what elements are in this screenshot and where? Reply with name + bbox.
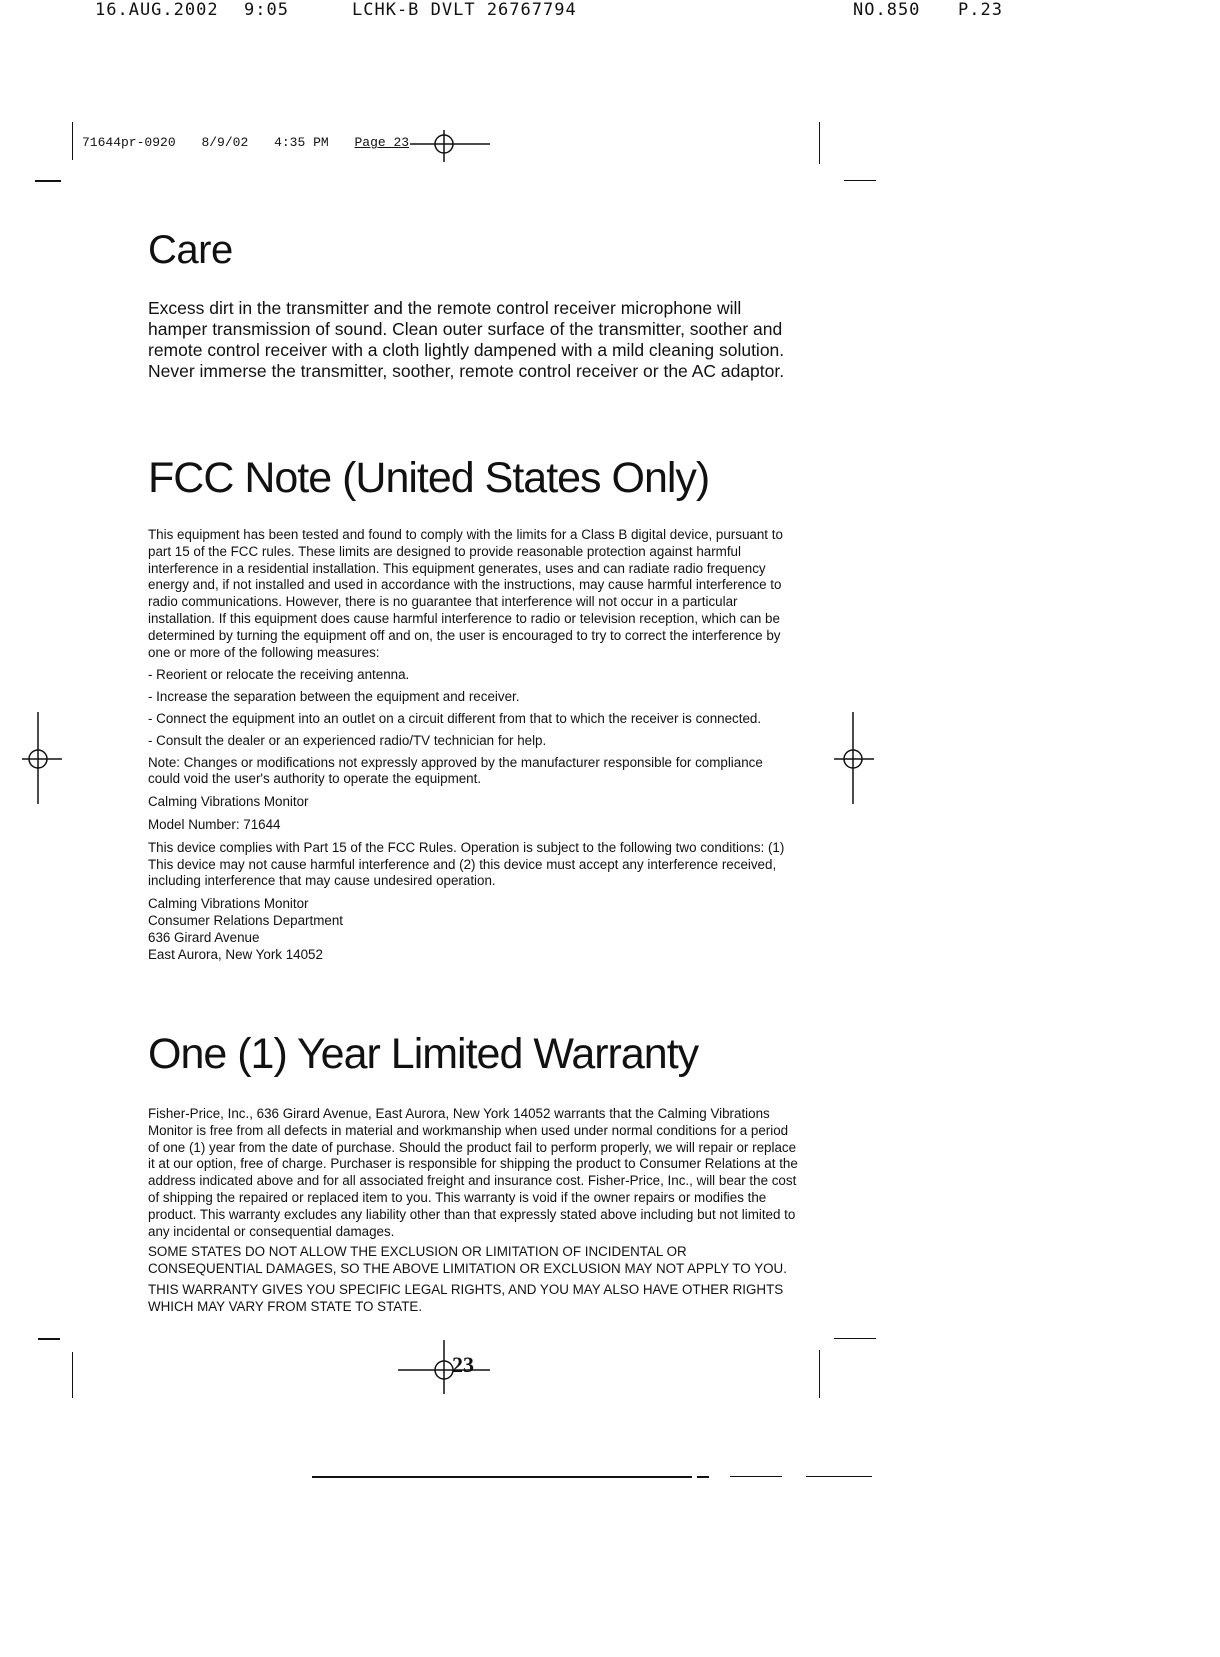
registration-mark-bottom-icon: [398, 1340, 494, 1396]
fax-date: 16.AUG.2002: [95, 0, 219, 20]
warranty-section: [148, 1106, 798, 1320]
slug-date: 8/9/02: [201, 135, 249, 150]
fcc-product-name: Calming Vibrations Monitor: [148, 794, 309, 810]
fax-number: NO.850: [853, 0, 921, 20]
crop-mark-bottom-right-horizontal: [834, 1338, 876, 1339]
crop-mark-top-right-horizontal: [844, 180, 876, 181]
crop-mark-top-left-vertical: [72, 122, 73, 160]
fcc-intro: This equipment has been tested and found to comply with the limits for a Class B digital device, pursuant to part 15 of the FCC rules. These limits are designed to provide reasonable protection against harmful interference in a residential installation. This equipment generates, uses and can radiate radio frequency energy and, if not installed and used in accordance with the instructions, may cause harmful interference to radio communications. However, there is no guarantee that interference will not occur in a particular installation. If this equipment does cause harmful interference to radio or television reception, which can be determined by turning the equipment off and on, the user is encouraged to try to correct the interference by one or more of the following measures:: [148, 527, 783, 660]
crop-mark-top-right-vertical: [819, 122, 820, 164]
warranty-disclaimer: SOME STATES DO NOT ALLOW THE EXCLUSION OR LIMITATION OF INCIDENTAL OR CONSEQUENTIAL DAMAGES, SO THE ABOVE LIMITATION OR EXCLUSION MAY NOT APPLY TO YOU.: [148, 1244, 787, 1277]
bottom-rule: [312, 1476, 692, 1478]
warranty-disclaimer: THIS WARRANTY GIVES YOU SPECIFIC LEGAL RIGHTS, AND YOU MAY ALSO HAVE OTHER RIGHTS WHICH MAY VARY FROM STATE TO STATE.: [148, 1281, 784, 1314]
fcc-measures-list: [148, 667, 798, 749]
fcc-note: Note: Changes or modifications not expressly approved by the manufacturer responsible for compliance could void the user's authority to operate the equipment.: [148, 754, 763, 787]
fax-sender: LCHK-B DVLT 26767794: [352, 0, 577, 20]
registration-mark-left-icon: [18, 712, 64, 808]
crop-mark-top-left-horizontal: [35, 180, 61, 182]
address-line: Calming Vibrations Monitor: [148, 896, 309, 912]
address-line: East Aurora, New York 14052: [148, 946, 323, 962]
warranty-body: Fisher-Price, Inc., 636 Girard Avenue, East Aurora, New York 14052 warrants that the Calming Vibrations Monitor is free from all defects in material and workmanship when used under normal conditions for a period of one (1) year from the date of purchase. Should the product fail to perform properly, we will repair or replace it at our option, free of charge. Purchaser is responsible for shipping the product to Consumer Relations at the address indicated above and for all associated freight and insurance cost. Fisher-Price, Inc., will bear the cost of shipping the repaired or replaced item to you. This warranty is void if the owner repairs or modifies the product. This warranty excludes any liability other than that expressly stated above including but not limited to any incidental or consequential damages.: [148, 1106, 798, 1239]
fcc-address-block: [148, 896, 798, 963]
bottom-rule: [730, 1476, 782, 1477]
fcc-compliance-statement: This device complies with Part 15 of the FCC Rules. Operation is subject to the following two conditions: (1) This device may not cause harmful interference and (2) this device must accept any interference received, including interference that may cause undesired operation.: [148, 839, 785, 889]
fcc-model-number: Model Number: 71644: [148, 816, 281, 832]
address-line: Consumer Relations Department: [148, 912, 343, 928]
fax-time: 9:05: [244, 0, 289, 20]
slug-job: 71644pr-0920: [82, 135, 176, 150]
crop-mark-bottom-left-vertical: [72, 1352, 73, 1398]
care-heading: Care: [148, 228, 233, 272]
fcc-heading: FCC Note (United States Only): [148, 454, 710, 502]
care-body: Excess dirt in the transmitter and the remote control receiver microphone will hamper transmission of sound. Clean outer surface of the transmitter, soother and remote control receiver with a cloth lightly dampened with a mild cleaning solution. Never immerse the transmitter, soother, remote control receiver or the AC adaptor.: [148, 298, 785, 381]
fcc-section: [148, 527, 798, 963]
print-slug: [82, 135, 427, 150]
slug-time: 4:35 PM: [274, 135, 329, 150]
registration-mark-right-icon: [832, 712, 878, 808]
bottom-rule: [806, 1476, 872, 1477]
fax-page: P.23: [958, 0, 1003, 20]
fcc-measure-item: - Consult the dealer or an experienced radio/TV technician for help.: [148, 732, 547, 748]
fax-header: [0, 0, 1220, 28]
warranty-heading: One (1) Year Limited Warranty: [148, 1030, 699, 1078]
crop-mark-bottom-left-horizontal: [38, 1338, 60, 1340]
fcc-measure-item: - Connect the equipment into an outlet on a circuit different from that to which the receiver is connected.: [148, 710, 762, 726]
crop-mark-bottom-right-vertical: [819, 1350, 820, 1398]
address-line: 636 Girard Avenue: [148, 929, 260, 945]
fcc-measure-item: - Increase the separation between the equipment and receiver.: [148, 689, 520, 705]
fcc-measure-item: - Reorient or relocate the receiving antenna.: [148, 667, 410, 683]
registration-mark-top-icon: [410, 120, 494, 168]
page-number: 23: [452, 1352, 474, 1377]
slug-page: Page 23: [354, 135, 410, 150]
bottom-rule: [697, 1476, 709, 1478]
